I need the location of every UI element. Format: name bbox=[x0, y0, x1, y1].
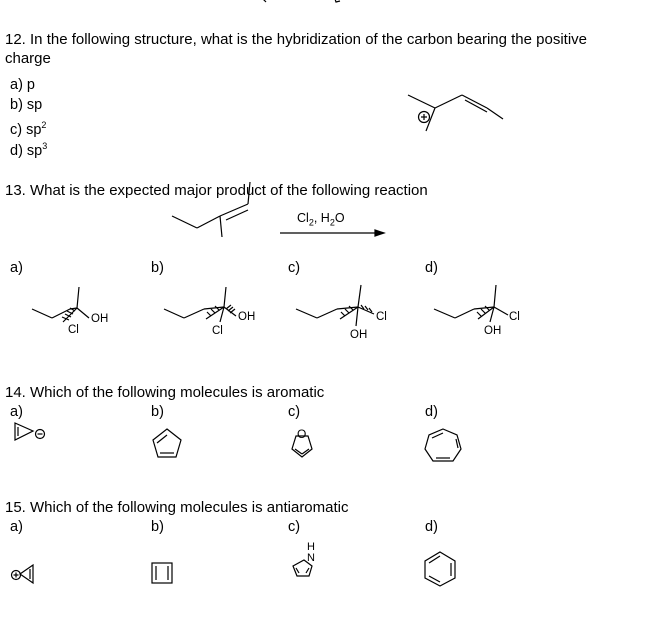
q13b-oh-label: OH bbox=[238, 311, 256, 323]
q13d-oh-label: OH bbox=[484, 325, 502, 337]
q12-option-b: b) sp bbox=[10, 97, 43, 113]
question-12-line2: charge bbox=[5, 50, 51, 67]
q13-option-b: b) bbox=[151, 260, 164, 276]
q13a-cl-label: Cl bbox=[68, 324, 79, 336]
q14-option-a: a) bbox=[10, 404, 23, 420]
q14-option-d: d) bbox=[425, 404, 438, 420]
q12-option-d-text: d) sp bbox=[10, 142, 43, 159]
q13-reagent-o: O bbox=[334, 211, 345, 225]
q13c-oh-label: OH bbox=[350, 329, 368, 341]
q13a-oh-label: OH bbox=[91, 313, 109, 325]
q12-option-a: a) p bbox=[10, 77, 35, 93]
q13-reagent-cl: Cl bbox=[297, 211, 309, 225]
q13-reagent-sub1: 2 bbox=[308, 217, 314, 228]
question-15: 15. Which of the following molecules is antiaromatic bbox=[5, 499, 349, 516]
q13-reagent-sub2: 2 bbox=[329, 217, 335, 228]
q15-option-c: c) bbox=[288, 519, 301, 535]
q13d-cl-label: Cl bbox=[509, 311, 520, 323]
q13-reagent-h: , H bbox=[313, 211, 330, 225]
question-12-line1: 12. In the following structure, what is the hybridization of the carbon bearing the positive bbox=[5, 31, 588, 48]
q12-option-c-sup: 2 bbox=[41, 120, 47, 130]
q15-option-a: a) bbox=[10, 519, 23, 535]
q14-furan-o-label: O bbox=[297, 427, 307, 441]
q13-option-d: d) bbox=[425, 260, 438, 276]
q15-option-b: b) bbox=[151, 519, 164, 535]
q13-option-a: a) bbox=[10, 260, 23, 276]
question-13: 13. What is the expected major product of the following reaction bbox=[5, 182, 428, 199]
q13-option-c: c) bbox=[288, 260, 301, 276]
q14-option-b: b) bbox=[151, 404, 164, 420]
q13b-cl-label: Cl bbox=[212, 325, 223, 337]
q14-option-c: c) bbox=[288, 404, 301, 420]
q15-pyrrole-h-label: H bbox=[307, 541, 315, 553]
q12-option-c-text: c) sp bbox=[10, 121, 42, 138]
q15-option-d: d) bbox=[425, 519, 438, 535]
q13c-cl-label: Cl bbox=[376, 311, 387, 323]
question-14: 14. Which of the following molecules is aromatic bbox=[5, 384, 325, 401]
q15-pyrrole-n-label: N bbox=[307, 552, 315, 564]
q12-option-d-sup: 3 bbox=[42, 141, 48, 151]
